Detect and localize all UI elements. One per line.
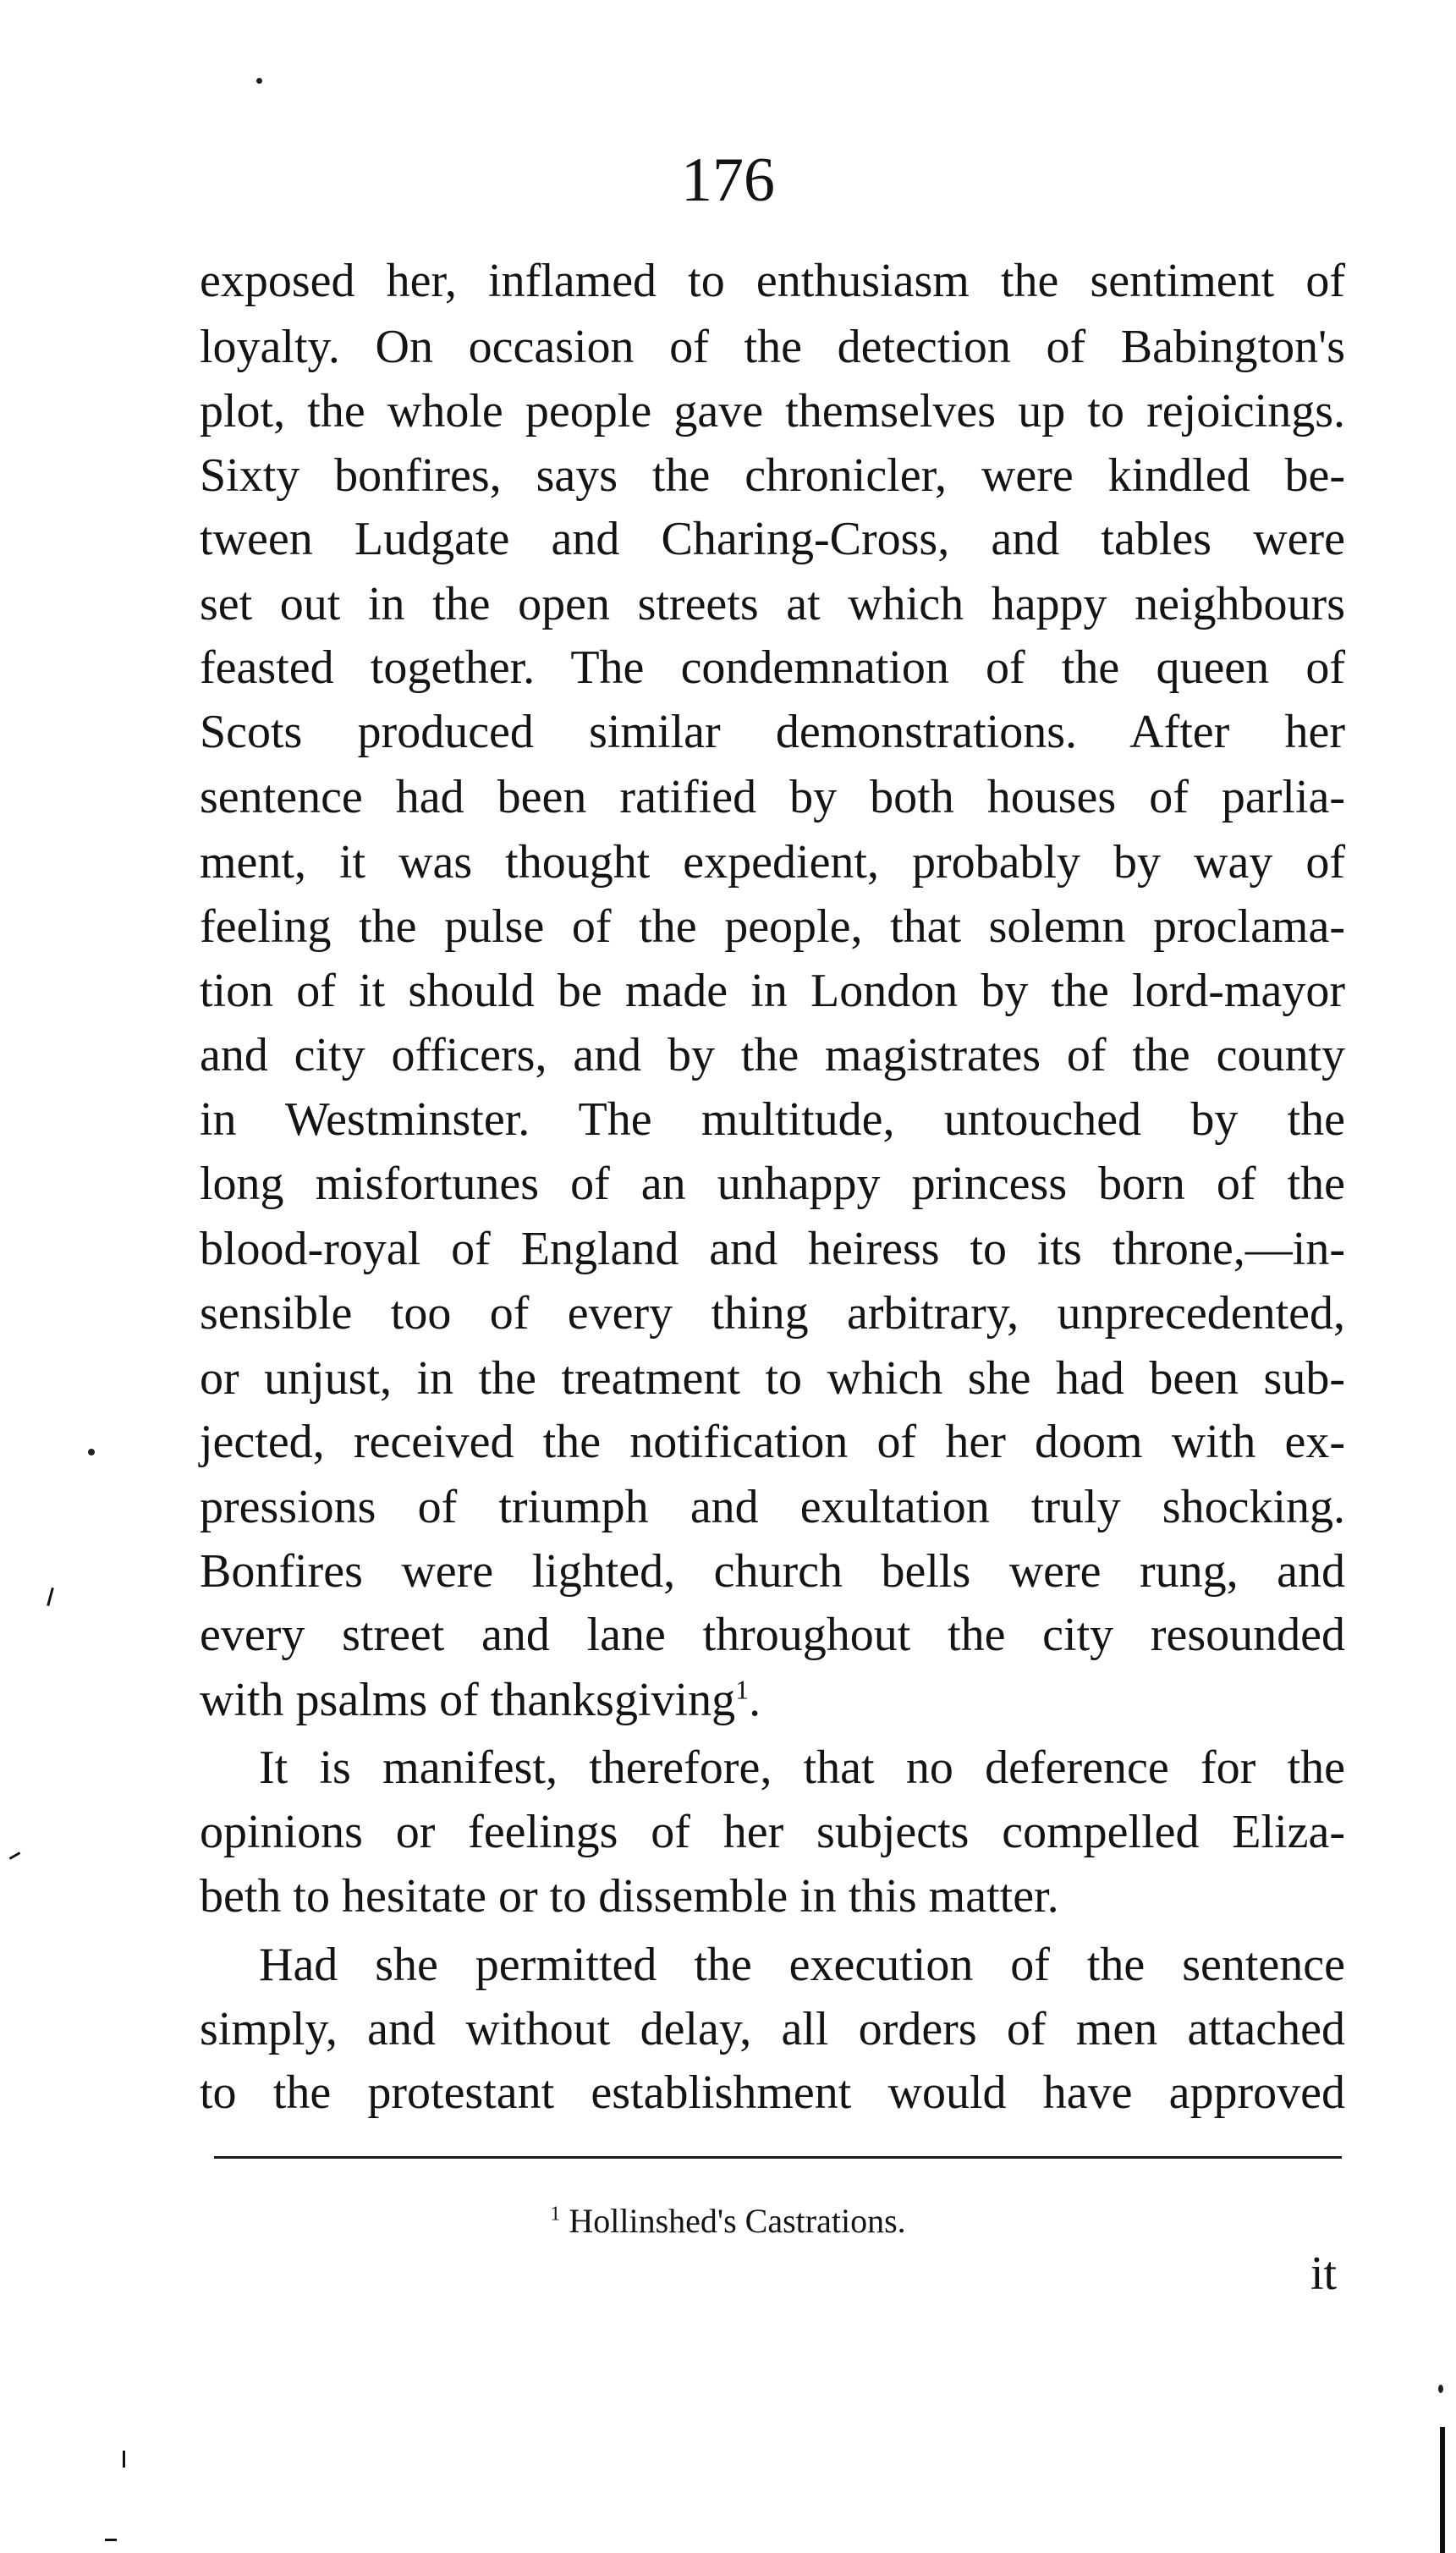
text-line: set out in the open streets at which happy neighbours [200, 578, 1345, 630]
text-line: every street and lane throughout the city resounded [200, 1609, 1345, 1661]
catchword: it [1310, 2248, 1338, 2300]
scan-mark [105, 2539, 117, 2541]
text-line: pressions of triumph and exultation truly shocking. [200, 1481, 1345, 1533]
text-line: and city officers, and by the magistrates of the county [200, 1029, 1345, 1081]
text-line: in Westminster. The multitude, untouched by the [200, 1093, 1345, 1146]
text-line: opinions or feelings of her subjects compelled Eliza- [200, 1806, 1345, 1858]
text-line-punctuation: . [749, 1674, 761, 1726]
binding-edge [1440, 2427, 1445, 2553]
scan-mark [9, 1851, 21, 1860]
text-line: long misfortunes of an unhappy princess born of the [200, 1158, 1345, 1210]
scan-mark [123, 2451, 125, 2468]
text-line: tween Ludgate and Charing-Cross, and tables were [200, 513, 1345, 565]
text-line: sensible too of every thing arbitrary, unprecedented, [200, 1287, 1345, 1340]
text-line: or unjust, in the treatment to which she had been sub- [200, 1352, 1345, 1405]
footnote-text: Hollinshed's Castrations. [569, 2202, 906, 2240]
text-line: ment, it was thought expedient, probably by way of [200, 836, 1345, 889]
text-line [200, 1667, 1345, 1733]
footnote [0, 2196, 1456, 2247]
footnote-marker: 1 [550, 2203, 561, 2226]
footnote-rule [214, 2156, 1342, 2159]
text-line: tion of it should be made in London by the lord-mayor [200, 965, 1345, 1017]
text-line-content: with psalms of thanksgiving [200, 1674, 736, 1726]
text-line: plot, the whole people gave themselves up to rejoicings. [200, 385, 1345, 437]
paragraph-first-line: It is manifest, therefore, that no deference for the [259, 1741, 1345, 1794]
text-line: Bonfires were lighted, church bells were rung, and [200, 1545, 1345, 1598]
scan-speck [1438, 2385, 1443, 2393]
text-line: simply, and without delay, all orders of men attached [200, 2003, 1345, 2055]
text-line: to the protestant establishment would have approved [200, 2066, 1345, 2119]
text-line: Scots produced similar demonstrations. After her [200, 706, 1345, 758]
text-line: loyalty. On occasion of the detection of Babington's [200, 321, 1345, 373]
text-line: blood-royal of England and heiress to its throne,—in- [200, 1223, 1345, 1275]
text-line: feasted together. The condemnation of the queen of [200, 641, 1345, 694]
footnote-reference: 1 [735, 1674, 750, 1705]
text-line: feeling the pulse of the people, that solemn proclama- [200, 900, 1345, 953]
text-line: sentence had been ratified by both houses of parlia- [200, 771, 1345, 823]
scan-mark [47, 1587, 54, 1606]
text-line: jected, received the notification of her doom with ex- [200, 1416, 1345, 1468]
text-line: exposed her, inflamed to enthusiasm the sentiment of [200, 255, 1345, 307]
scan-speck [88, 1449, 95, 1455]
text-line: Sixty bonfires, says the chronicler, were kindled be- [200, 449, 1345, 502]
paragraph-first-line: Had she permitted the execution of the sentence [259, 1939, 1345, 1991]
scan-speck [256, 78, 262, 84]
text-line: beth to hesitate or to dissemble in this matter. [200, 1870, 1059, 1923]
page-number: 176 [681, 146, 775, 215]
